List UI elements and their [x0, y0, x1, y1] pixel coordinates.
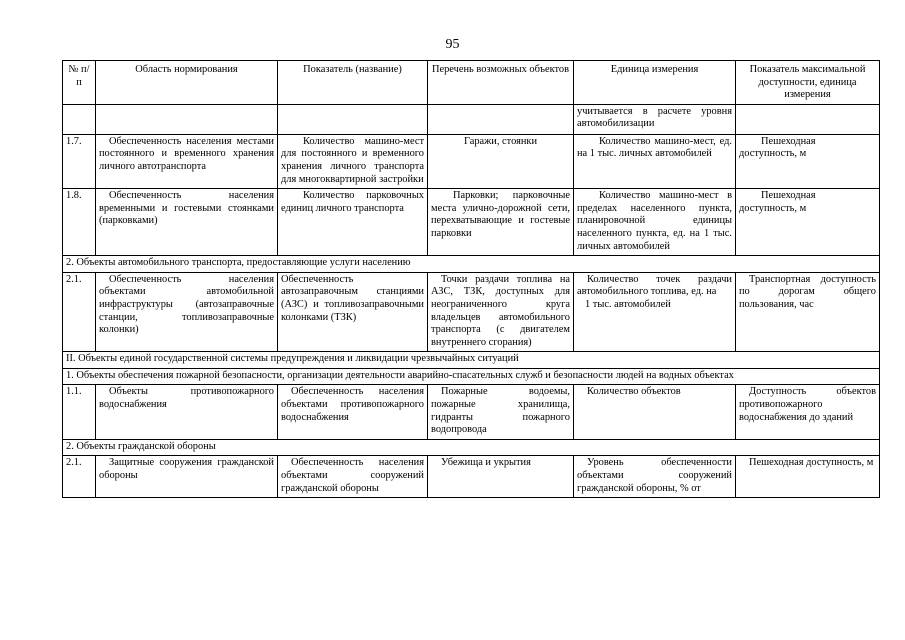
table-row	[63, 189, 880, 256]
cell-indicator: Обеспеченность автозаправочным станциями (АЗС) и топливозаправочными колонками (ТЗК)	[278, 272, 428, 352]
header-objects: Перечень возможных объектов	[428, 61, 574, 105]
cell-empty	[63, 104, 96, 134]
cell-access: Пешеходная доступность, м	[736, 134, 880, 188]
table-row	[63, 385, 880, 439]
header-indicator: Показатель (название)	[278, 61, 428, 105]
section-heading: II. Объекты единой государственной системы предупреждения и ликвидации чрезвычайных ситуаций	[63, 352, 880, 369]
cell-number: 2.1.	[63, 456, 96, 498]
cell-area: Обеспеченность населения временными и гостевыми стоянками (парковками)	[96, 189, 278, 256]
cell-area: Защитные сооружения гражданской обороны	[96, 456, 278, 498]
cell-indicator: Обеспеченность населения объектами противопожарного водоснабжения	[278, 385, 428, 439]
section-row	[63, 256, 880, 273]
standards-table	[62, 60, 880, 498]
cell-empty	[96, 104, 278, 134]
cell-unit-line: Количество точек раздачи автомобильного топлива, ед. на	[577, 273, 732, 298]
cell-unit: Количество машино-мест, ед. на 1 тыс. личных автомобилей	[574, 134, 736, 188]
cell-empty	[278, 104, 428, 134]
cell-access: Транспортная доступность по дорогам общего пользования, час	[736, 272, 880, 352]
cell-access: Пешеходная доступность, м	[736, 189, 880, 256]
subsection-heading: 2. Объекты гражданской обороны	[63, 439, 880, 456]
cell-objects: Гаражи, стоянки	[428, 134, 574, 188]
cell-unit: Количество машино-мест в пределах населенного пункта, планировочной единицы населенного пункта, ед. на 1 тыс. личных автомобилей	[574, 189, 736, 256]
header-number: № п/п	[63, 61, 96, 105]
cell-unit	[574, 272, 736, 352]
cell-area: Обеспеченность населения объектами автомобильной инфраструктуры (автозаправочные станции, топливозаправочные колонки)	[96, 272, 278, 352]
header-area: Область нормирования	[96, 61, 278, 105]
cell-unit: учитывается в расчете уровня автомобилизации	[574, 104, 736, 134]
page-number: 95	[445, 37, 460, 52]
cell-indicator: Количество парковочных единиц личного транспорта	[278, 189, 428, 256]
section-row	[63, 368, 880, 385]
cell-number: 1.1.	[63, 385, 96, 439]
cell-number: 1.8.	[63, 189, 96, 256]
section-row	[63, 352, 880, 369]
cell-objects: Пожарные водоемы, пожарные хранилища, гидранты пожарного водопровода	[428, 385, 574, 439]
cell-access: Доступность объектов противопожарного водоснабжения до зданий	[736, 385, 880, 439]
section-row	[63, 439, 880, 456]
cell-area: Объекты противопожарного водоснабжения	[96, 385, 278, 439]
cell-number: 1.7.	[63, 134, 96, 188]
cell-empty	[736, 104, 880, 134]
table-row	[63, 272, 880, 352]
cell-objects: Точки раздачи топлива на АЗС, ТЗК, доступных для неограниченного круга владельцев автомобильного транспорта (с двигателем внутреннего сгорания)	[428, 272, 574, 352]
header-access: Показатель максимальной доступности, единица измерения	[736, 61, 880, 105]
cell-empty	[428, 104, 574, 134]
cell-objects: Парковки; парковочные места улично-дорожной сети, перехватывающие и гостевые парковки	[428, 189, 574, 256]
cell-area: Обеспеченность населения местами постоянного и временного хранения личного автотранспорта	[96, 134, 278, 188]
cell-unit: Уровень обеспеченности объектами сооружений гражданской обороны, % от	[574, 456, 736, 498]
cell-number: 2.1.	[63, 272, 96, 352]
section-heading: 2. Объекты автомобильного транспорта, предоставляющие услуги населению	[63, 256, 880, 273]
cell-indicator: Количество машино-мест для постоянного и временного хранения личного транспорта для многоквартирной застройки	[278, 134, 428, 188]
table-row	[63, 456, 880, 498]
table-header-row	[63, 61, 880, 105]
table-row	[63, 104, 880, 134]
cell-access: Пешеходная доступность, м	[736, 456, 880, 498]
cell-objects: Убежища и укрытия	[428, 456, 574, 498]
subsection-heading: 1. Объекты обеспечения пожарной безопасности, организации деятельности аварийно-спасательных служб и безопасности людей на водных объектах	[63, 368, 880, 385]
table-row	[63, 134, 880, 188]
cell-unit-line: 1 тыс. автомобилей	[585, 298, 671, 310]
header-unit: Единица измерения	[574, 61, 736, 105]
cell-unit: Количество объектов	[574, 385, 736, 439]
cell-indicator: Обеспеченность населения объектами сооружений гражданской обороны	[278, 456, 428, 498]
